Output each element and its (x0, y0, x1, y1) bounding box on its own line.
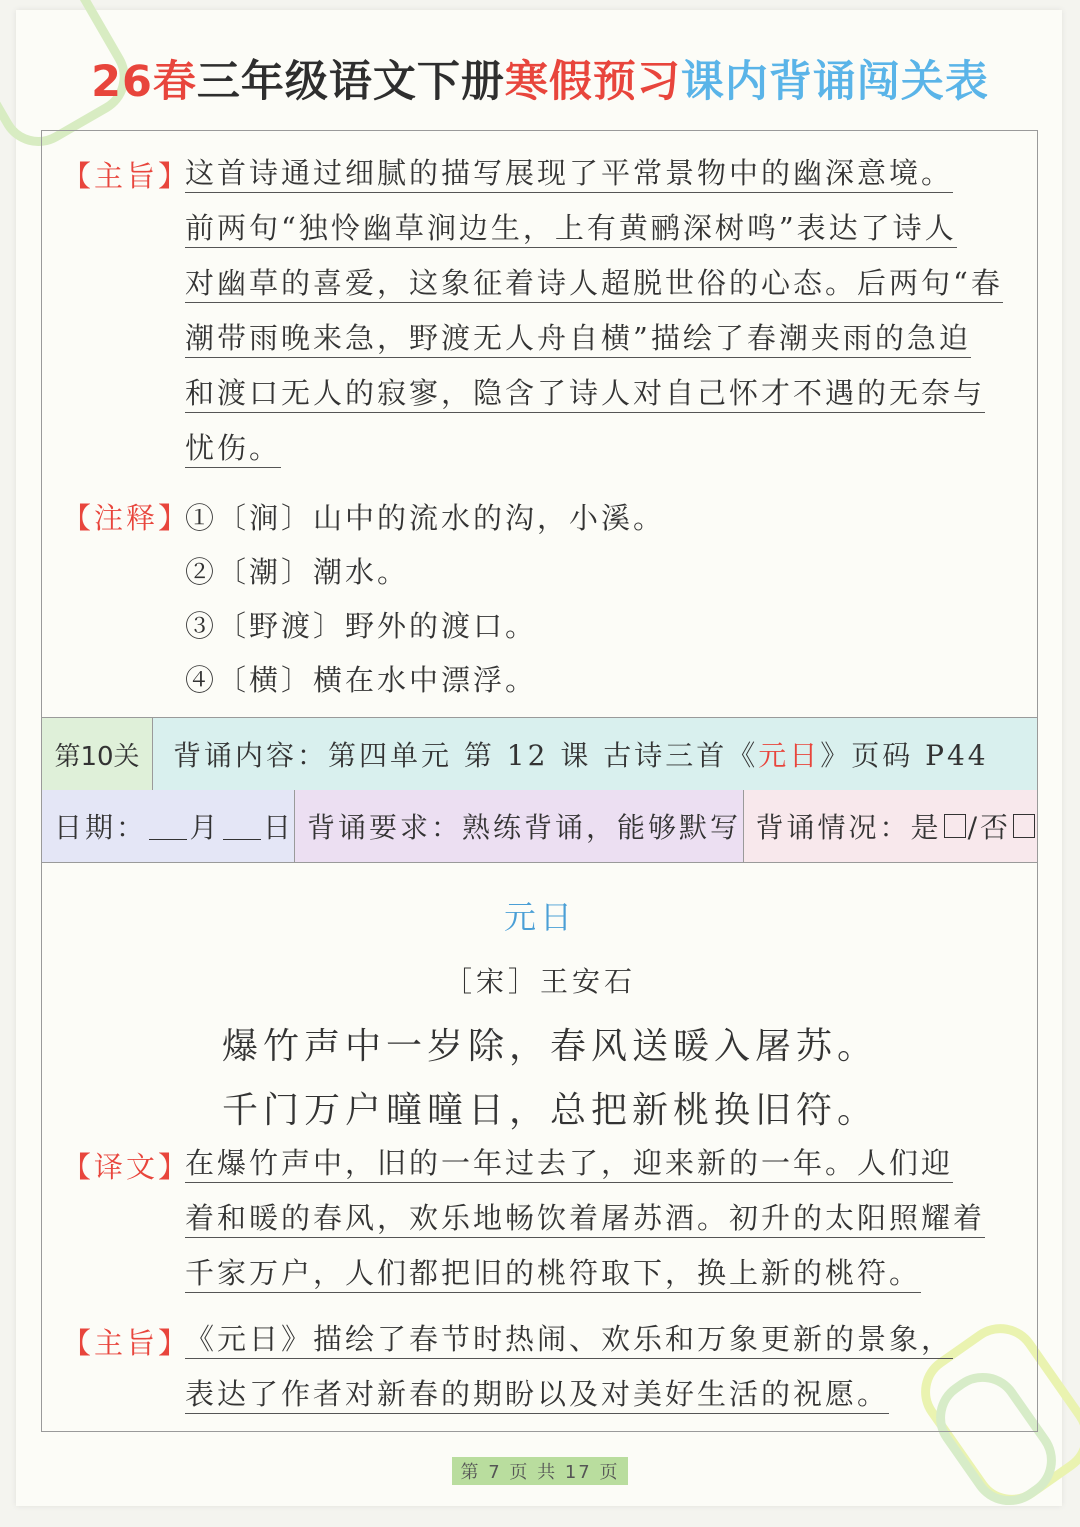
status-label: 背诵情况：是 (755, 811, 942, 844)
title-end: 课内背诵闯关表 (680, 57, 989, 107)
translation-line: 在爆竹声中，旧的一年过去了，迎来新的一年。人们迎 (185, 1146, 953, 1183)
note-item: ②〔潮〕潮水。 (185, 555, 410, 589)
title-grade: 三年级语文下册 (196, 57, 505, 107)
theme-line: 潮带雨晚来急，野渡无人舟自横”描绘了春潮夹雨的急迫 (185, 321, 971, 358)
poem-theme-line: 《元日》描绘了春节时热闹、欢乐和万象更新的景象， (185, 1322, 953, 1359)
poem-theme-text (185, 1315, 1015, 1425)
content-prefix: 背诵内容：第四单元 第 12 课 古诗三首《 (173, 739, 759, 772)
level-row (42, 717, 1037, 791)
notes-tag: 【注释】 (62, 501, 191, 535)
no-checkbox[interactable] (1013, 814, 1035, 838)
date-label: 日期： (54, 811, 148, 844)
info-row (42, 790, 1037, 863)
poem-author: ［宋］王安石 (443, 965, 636, 998)
theme-line: 对幽草的喜爱，这象征着诗人超脱世俗的心态。后两句“春 (185, 266, 1003, 303)
translation-tag: 【译文】 (62, 1150, 191, 1184)
theme-line: 忧伤。 (185, 431, 281, 468)
theme-line: 前两句“独怜幽草涧边生，上有黄鹂深树鸣”表达了诗人 (185, 211, 957, 248)
theme-tag: 【主旨】 (62, 159, 191, 193)
date-month: 月 (189, 811, 221, 844)
note-item: ①〔涧〕山中的流水的沟，小溪。 (185, 501, 666, 535)
translation-line: 着和暖的春风，欢乐地畅饮着屠苏酒。初升的太阳照耀着 (185, 1201, 985, 1238)
page-indicator: 第 7 页 共 17 页 (452, 1457, 628, 1485)
day-blank[interactable] (223, 813, 261, 840)
translation-line: 千家万户，人们都把旧的桃符取下，换上新的桃符。 (185, 1256, 921, 1293)
title-year: 26春 (91, 57, 197, 107)
level-label: 第10关 (42, 718, 153, 790)
date-cell (42, 790, 295, 862)
notes-list (185, 494, 665, 710)
month-blank[interactable] (149, 813, 187, 840)
poem-verse: 爆竹声中一岁除，春风送暖入屠苏。 (222, 1026, 879, 1067)
requirement-cell (295, 790, 744, 862)
date-day: 日 (262, 811, 294, 844)
theme-line: 和渡口无人的寂寥，隐含了诗人对自己怀才不遇的无奈与 (185, 376, 985, 413)
content-poem: 元日 (758, 739, 821, 772)
theme-text (185, 149, 1015, 479)
status-sep: /否 (967, 811, 1011, 844)
poem-title: 元日 (503, 898, 576, 936)
translation-text (185, 1139, 1015, 1304)
requirement-text: 背诵要求：熟练背诵，能够默写 (307, 811, 742, 844)
page-title (0, 48, 1080, 109)
status-cell (744, 790, 1037, 862)
poem-verse: 千门万户曈曈日，总把新桃换旧符。 (222, 1090, 879, 1131)
recite-content (153, 718, 1037, 790)
note-item: ④〔横〕横在水中漂浮。 (185, 663, 538, 697)
title-mid: 寒假预习 (504, 57, 681, 107)
yes-checkbox[interactable] (944, 814, 966, 838)
poem-theme-line: 表达了作者对新春的期盼以及对美好生活的祝愿。 (185, 1377, 889, 1414)
poem-theme-tag: 【主旨】 (62, 1326, 191, 1360)
theme-line: 这首诗通过细腻的描写展现了平常景物中的幽深意境。 (185, 156, 953, 193)
note-item: ③〔野渡〕野外的渡口。 (185, 609, 538, 643)
content-suffix: 》页码 P44 (820, 739, 989, 772)
